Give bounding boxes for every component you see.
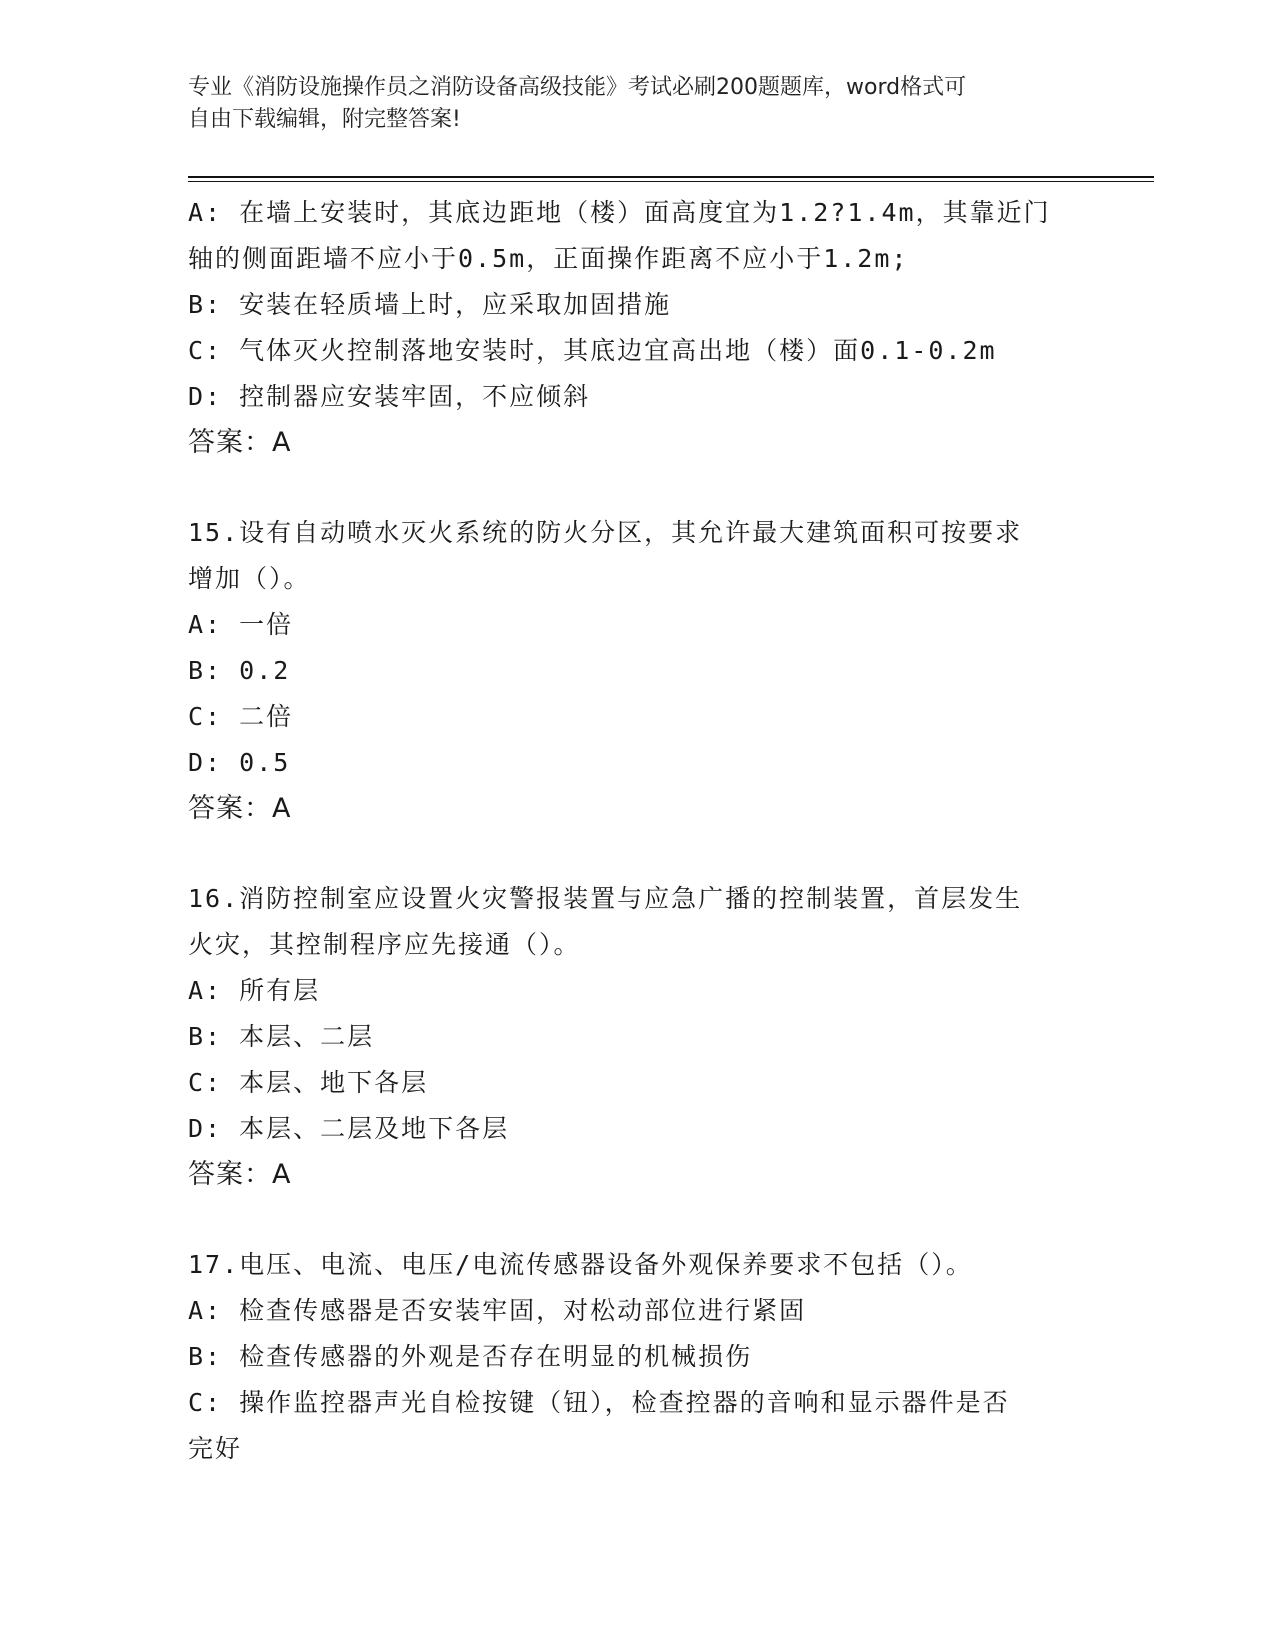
option-c-line-2: 完好	[188, 1434, 243, 1463]
answer: 答案：A	[188, 1159, 292, 1190]
answer: 答案：A	[188, 427, 292, 458]
question-stem-line-1: 17.电压、电流、电压/电流传感器设备外观保养要求不包括（）。	[188, 1250, 973, 1279]
header-line-2: 自由下载编辑，附完整答案!	[188, 107, 461, 132]
option-d: D: 控制器应安装牢固，不应倾斜	[188, 382, 591, 411]
question-body	[188, 190, 1088, 1472]
option-b: B: 0.2	[188, 656, 291, 685]
option-a: A: 检查传感器是否安装牢固，对松动部位进行紧固	[188, 1296, 807, 1325]
option-c-line-1: C: 操作监控器声光自检按键（钮），检查控器的音响和显示器件是否	[188, 1388, 1010, 1417]
answer: 答案：A	[188, 793, 292, 824]
header-divider-thin	[188, 181, 1154, 182]
option-d: D: 0.5	[188, 748, 291, 777]
option-c: C: 气体灭火控制落地安装时，其底边宜高出地（楼）面0.1-0.2m	[188, 336, 997, 365]
question-stem-line-1: 15.设有自动喷水灭火系统的防火分区，其允许最大建筑面积可按要求	[188, 518, 1023, 547]
option-b: B: 本层、二层	[188, 1022, 375, 1051]
question-15	[188, 510, 1088, 832]
question-16	[188, 876, 1088, 1198]
option-c: C: 二倍	[188, 702, 294, 731]
question-stem-line-2: 增加（）。	[188, 564, 311, 593]
header-line-1: 专业《消防设施操作员之消防设备高级技能》考试必刷200题题库，word格式可	[188, 75, 967, 100]
question-17	[188, 1242, 1088, 1472]
option-a: A: 一倍	[188, 610, 294, 639]
spacer	[188, 1198, 1088, 1242]
question-stem-line-1: 16.消防控制室应设置火灾警报装置与应急广播的控制装置，首层发生	[188, 884, 1023, 913]
spacer	[188, 466, 1088, 510]
option-c: C: 本层、地下各层	[188, 1068, 429, 1097]
option-a: A: 所有层	[188, 976, 321, 1005]
document-header	[188, 72, 1088, 136]
option-b: B: 检查传感器的外观是否存在明显的机械损伤	[188, 1342, 753, 1371]
question-14	[188, 190, 1088, 466]
option-d: D: 本层、二层及地下各层	[188, 1114, 510, 1143]
option-a-line-2: 轴的侧面距墙不应小于0.5m，正面操作距离不应小于1.2m;	[188, 244, 909, 273]
spacer	[188, 832, 1088, 876]
option-b: B: 安装在轻质墙上时，应采取加固措施	[188, 290, 672, 319]
option-a-line-1: A: 在墙上安装时，其底边距地（楼）面高度宜为1.2?1.4m，其靠近门	[188, 198, 1051, 227]
header-divider-thick	[188, 176, 1154, 178]
question-stem-line-2: 火灾，其控制程序应先接通（）。	[188, 930, 581, 959]
